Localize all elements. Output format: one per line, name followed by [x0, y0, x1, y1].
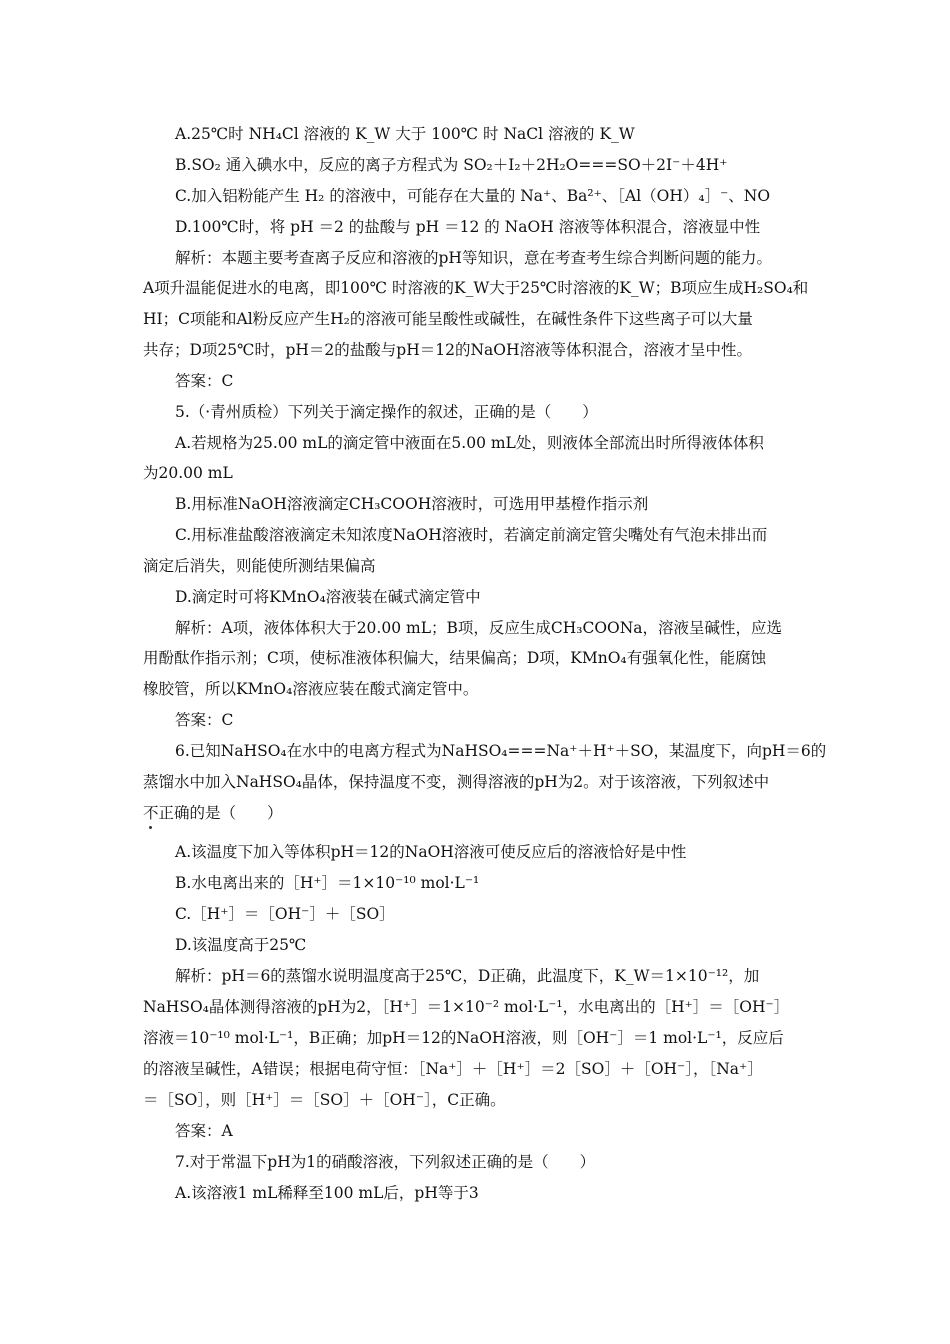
option-6d: D.该温度高于25℃	[175, 936, 307, 954]
question-5: 5.（·青州质检）下列关于滴定操作的叙述，正确的是（ ）	[175, 403, 598, 421]
analysis-5-line: 用酚酞作指示剂；C项，使标准液体积偏大，结果偏高；D项，KMnO₄有强氧化性，能腐蚀	[143, 649, 767, 667]
stray-dot-mark	[149, 826, 152, 829]
analysis-4-line: HI；C项能和Al粉反应产生H₂的溶液可能呈酸性或碱性，在碱性条件下这些离子可以大量	[143, 310, 753, 328]
analysis-5-line: 解析：A项，液体体积大于20.00 mL；B项，反应生成CH₃COONa，溶液呈碱性，应选	[175, 619, 783, 637]
analysis-4-line: A项升温能促进水的电离，即100℃ 时溶液的K_W大于25℃时溶液的K_W；B项应生成H₂SO₄和	[143, 279, 809, 297]
option-4a: A.25℃时 NH₄Cl 溶液的 K_W 大于 100℃ 时 NaCl 溶液的 K_W	[175, 125, 635, 143]
option-6b: B.水电离出来的［H⁺］＝1×10⁻¹⁰ mol·L⁻¹	[175, 874, 480, 892]
option-4b: B.SO₂ 通入碘水中，反应的离子方程式为 SO₂＋I₂＋2H₂O===SO＋2I⁻＋4H⁺	[175, 156, 728, 174]
analysis-6-line: NaHSO₄晶体测得溶液的pH为2，［H⁺］＝1×10⁻² mol·L⁻¹，水电离出的［H⁺］＝［OH⁻］	[143, 998, 790, 1016]
question-6-cont: 不正确的是（ ）	[143, 804, 283, 822]
option-7a: A.该溶液1 mL稀释至100 mL后，pH等于3	[175, 1184, 479, 1202]
answer-4: 答案：C	[175, 372, 234, 390]
question-6: 6.已知NaHSO₄在水中的电离方程式为NaHSO₄===Na⁺＋H⁺＋SO，某温度下，向pH＝6的	[175, 742, 827, 760]
analysis-6-line: ＝［SO］，则［H⁺］＝［SO］＋［OH⁻］，C正确。	[143, 1091, 506, 1109]
analysis-6-line: 解析：pH＝6的蒸馏水说明温度高于25℃，D正确，此温度下，K_W＝1×10⁻¹²，加	[175, 967, 760, 985]
answer-5: 答案：C	[175, 711, 234, 729]
option-5b: B.用标准NaOH溶液滴定CH₃COOH溶液时，可选用甲基橙作指示剂	[175, 495, 649, 513]
analysis-6-line: 溶液＝10⁻¹⁰ mol·L⁻¹，B正确；加pH＝12的NaOH溶液，则［OH⁻］＝1 mol·L⁻¹，反应后	[143, 1029, 784, 1047]
option-5a-cont: 为20.00 mL	[143, 464, 233, 482]
option-5a: A.若规格为25.00 mL的滴定管中液面在5.00 mL处，则液体全部流出时所得液体体积	[175, 434, 764, 452]
answer-6: 答案：A	[175, 1122, 233, 1140]
option-5c-cont: 滴定后消失，则能使所测结果偏高	[143, 557, 376, 575]
analysis-5-line: 橡胶管，所以KMnO₄溶液应装在酸式滴定管中。	[143, 680, 479, 698]
option-4c: C.加入铝粉能产生 H₂ 的溶液中，可能存在大量的 Na⁺、Ba²⁺、［Al（OH）₄］⁻、NO	[175, 187, 771, 205]
analysis-4-line: 共存；D项25℃时，pH＝2的盐酸与pH＝12的NaOH溶液等体积混合，溶液才呈中性。	[143, 341, 752, 359]
analysis-6-line: 的溶液呈碱性，A错误；根据电荷守恒：［Na⁺］＋［H⁺］＝2［SO］＋［OH⁻］，［Na⁺］	[143, 1060, 763, 1078]
option-4d: D.100℃时，将 pH ＝2 的盐酸与 pH ＝12 的 NaOH 溶液等体积混合，溶液显中性	[175, 218, 761, 236]
question-6-cont: 蒸馏水中加入NaHSO₄晶体，保持温度不变，测得溶液的pH为2。对于该溶液，下列叙述中	[143, 773, 770, 791]
option-6a: A.该温度下加入等体积pH＝12的NaOH溶液可使反应后的溶液恰好是中性	[175, 843, 687, 861]
analysis-4-line: 解析：本题主要考查离子反应和溶液的pH等知识，意在考查考生综合判断问题的能力。	[175, 249, 772, 267]
option-6c: C.［H⁺］＝［OH⁻］＋［SO］	[175, 905, 395, 923]
option-5d: D.滴定时可将KMnO₄溶液装在碱式滴定管中	[175, 588, 481, 606]
question-7: 7.对于常温下pH为1的硝酸溶液，下列叙述正确的是（ ）	[175, 1153, 596, 1171]
option-5c: C.用标准盐酸溶液滴定未知浓度NaOH溶液时，若滴定前滴定管尖嘴处有气泡未排出而	[175, 526, 768, 544]
